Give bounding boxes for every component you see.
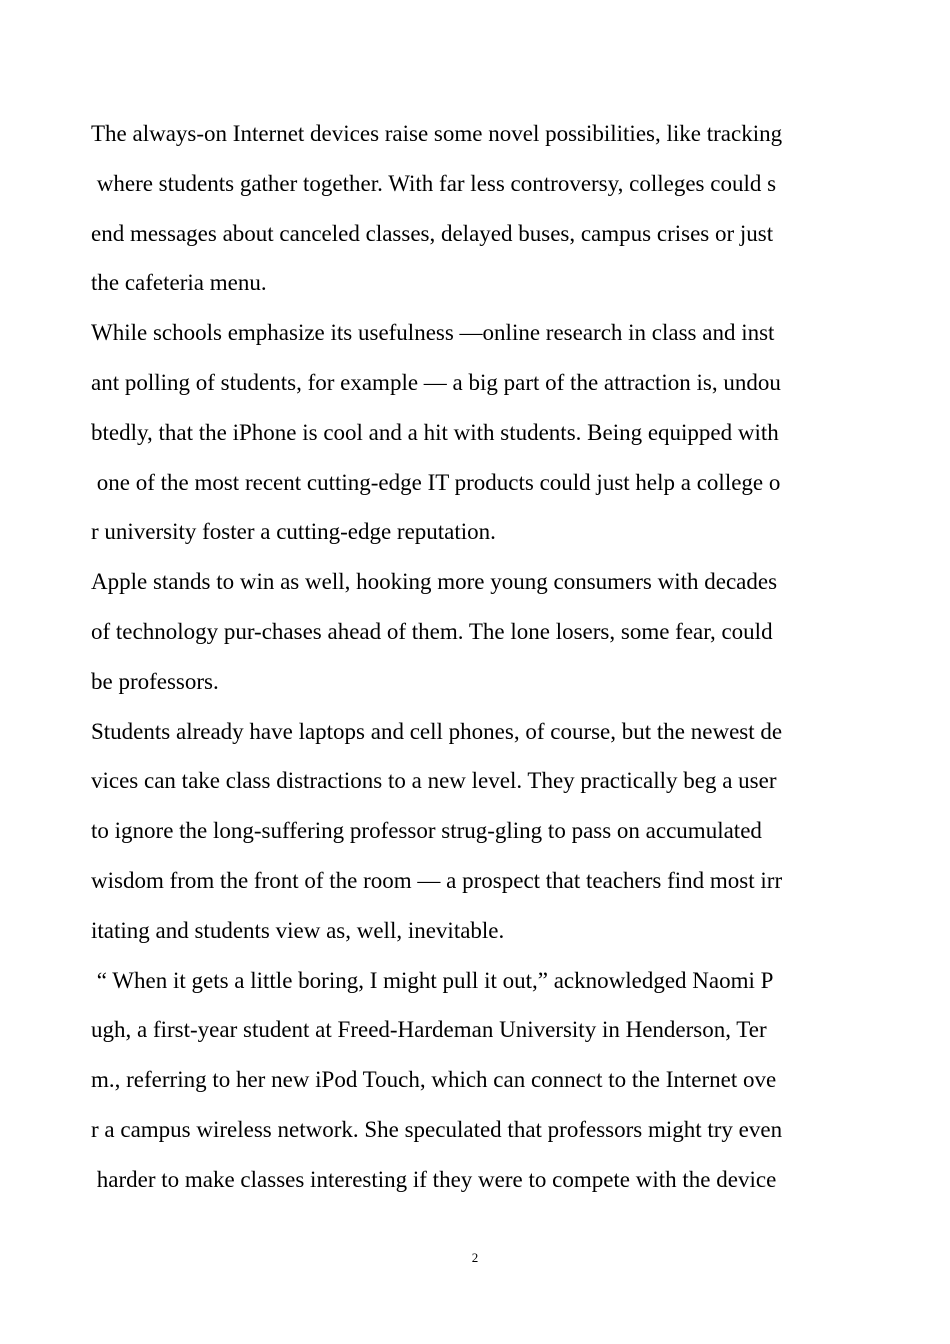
text-line: “ When it gets a little boring, I might pull it out,” acknowledged Naomi P — [91, 967, 774, 993]
text-line: The always-on Internet devices raise some novel possibilities, like tracking — [91, 121, 783, 146]
text-line: the cafeteria menu. — [91, 270, 267, 296]
text-line: r university foster a cutting-edge reputation. — [91, 519, 496, 545]
text-line: harder to make classes interesting if they were to compete with the device — [91, 1166, 777, 1192]
page-number: 2 — [471, 1250, 479, 1265]
text-line: to ignore the long-suffering professor strug-gling to pass on accumulated — [91, 818, 762, 844]
text-line: m., referring to her new iPod Touch, which can connect to the Internet ove — [91, 1067, 777, 1093]
text-line: vices can take class distractions to a new level. They practically beg a user — [91, 768, 777, 794]
body-text — [91, 109, 871, 1205]
text-line: Apple stands to win as well, hooking more young consumers with decades — [91, 569, 778, 595]
text-line: ugh, a first-year student at Freed-Hardeman University in Henderson, Ter — [91, 1017, 767, 1043]
text-line: r a campus wireless network. She speculated that professors might try even — [91, 1116, 783, 1142]
text-line: one of the most recent cutting-edge IT products could just help a college o — [91, 469, 781, 495]
text-line: of technology pur-chases ahead of them. The lone losers, some fear, could — [91, 618, 773, 644]
text-line: ant polling of students, for example — a big part of the attraction is, undou — [91, 369, 781, 395]
text-line: btedly, that the iPhone is cool and a hit with students. Being equipped with — [91, 419, 779, 445]
text-line: where students gather together. With far less controversy, colleges could s — [91, 170, 777, 196]
text-line: end messages about canceled classes, delayed buses, campus crises or just — [91, 220, 774, 246]
text-line: wisdom from the front of the room — a prospect that teachers find most irr — [91, 867, 783, 893]
text-line: Students already have laptops and cell phones, of course, but the newest de — [91, 718, 783, 744]
text-line: itating and students view as, well, inevitable. — [91, 917, 505, 943]
text-line: While schools emphasize its usefulness —online research in class and inst — [91, 320, 775, 346]
text-line: be professors. — [91, 668, 219, 694]
